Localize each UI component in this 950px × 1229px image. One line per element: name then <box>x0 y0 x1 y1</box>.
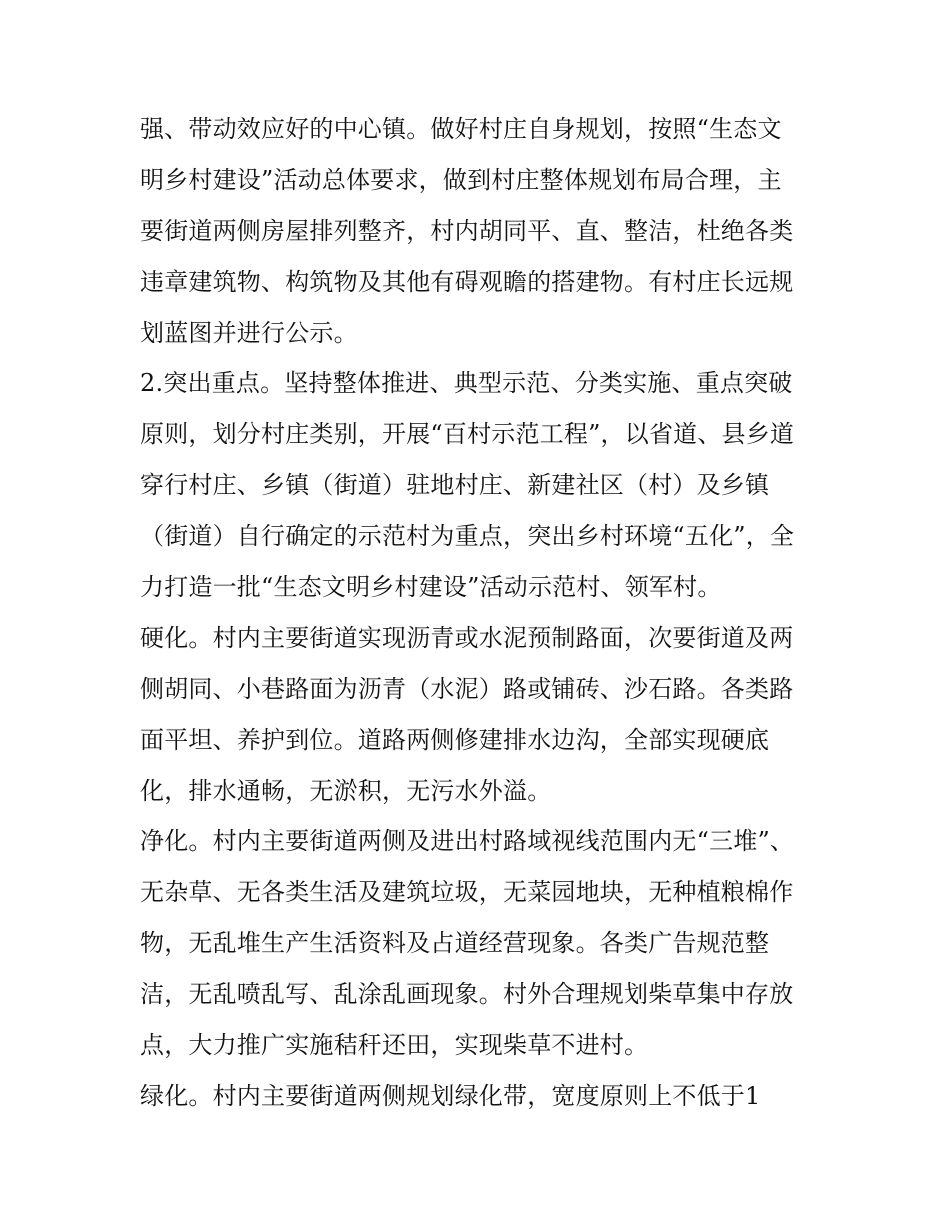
text-line: 违章建筑物、构筑物及其他有碍观瞻的搭建物。有村庄长远规 <box>140 267 794 296</box>
text-line: 硬化。村内主要街道实现沥青或水泥预制路面，次要街道及两 <box>140 623 794 652</box>
text-line: 2.突出重点。坚持整体推进、典型示范、分类实施、重点突破 <box>140 369 793 398</box>
text-line: 点，大力推广实施秸秆还田，实现柴草不进村。 <box>140 1031 649 1060</box>
text-line: 无杂草、无各类生活及建筑垃圾，无菜园地块，无种植粮棉作 <box>140 878 794 907</box>
body-text <box>140 104 820 1122</box>
text-line: 穿行村庄、乡镇（街道）驻地村庄、新建社区（村）及乡镇 <box>140 471 770 500</box>
text-line: 原则，划分村庄类别，开展“百村示范工程”，以省道、县乡道 <box>140 420 795 449</box>
text-line: 净化。村内主要街道两侧及进出村路域视线范围内无“三堆”、 <box>140 827 795 856</box>
text-line: 明乡村建设”活动总体要求，做到村庄整体规划布局合理，主 <box>140 165 782 194</box>
text-line: 化，排水通畅，无淤积，无污水外溢。 <box>140 776 552 805</box>
text-line: 要街道两侧房屋排列整齐，村内胡同平、直、整洁，杜绝各类 <box>140 216 794 245</box>
text-line: 洁，无乱喷乱写、乱涂乱画现象。村外合理规划柴草集中存放 <box>140 980 794 1009</box>
text-line: 力打造一批“生态文明乡村建设”活动示范村、领军村。 <box>140 573 722 602</box>
text-line: （街道）自行确定的示范村为重点，突出乡村环境“五化”，全 <box>140 522 795 551</box>
text-line: 绿化。村内主要街道两侧规划绿化带，宽度原则上不低于1 <box>140 1081 761 1110</box>
text-line: 强、带动效应好的中心镇。做好村庄自身规划，按照“生态文 <box>140 115 782 143</box>
text-line: 侧胡同、小巷路面为沥青（水泥）路或铺砖、沙石路。各类路 <box>140 674 794 703</box>
text-line: 面平坦、养护到位。道路两侧修建排水边沟，全部实现硬底 <box>140 725 770 754</box>
text-line: 划蓝图并进行公示。 <box>140 318 358 347</box>
text-line: 物，无乱堆生产生活资料及占道经营现象。各类广告规范整 <box>140 929 770 958</box>
